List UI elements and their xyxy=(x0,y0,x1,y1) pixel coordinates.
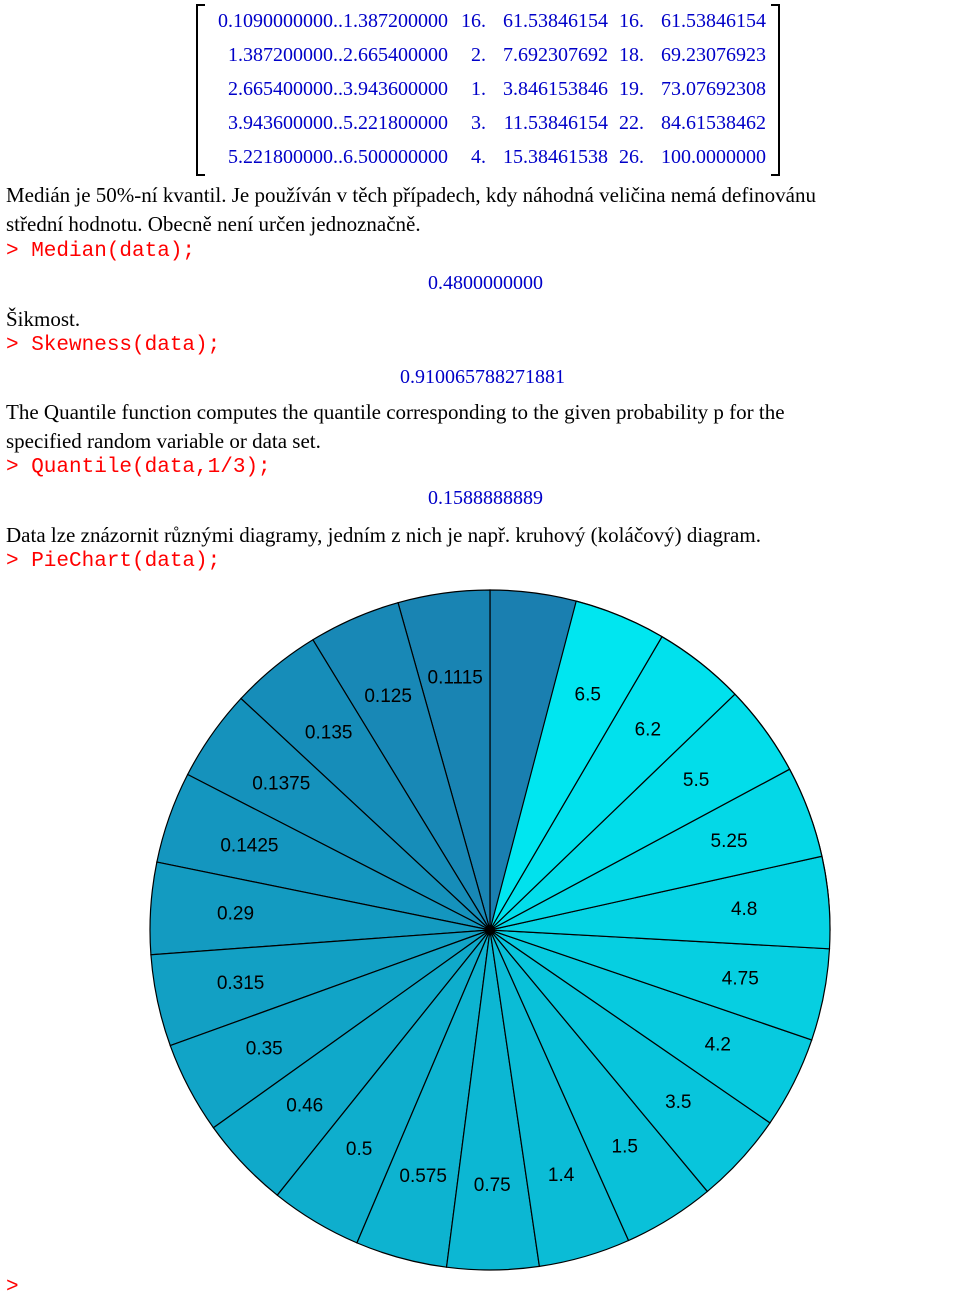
matrix-cell: 84.61538462 xyxy=(661,112,766,134)
pie-slice-label: 4.8 xyxy=(730,899,758,921)
skewness-command[interactable]: > Skewness(data); xyxy=(6,334,221,357)
pie-slice-label: 4.2 xyxy=(704,1034,731,1056)
pie-slice-label: 0.29 xyxy=(217,903,255,925)
piechart-command[interactable]: > PieChart(data); xyxy=(6,550,221,573)
pie-slice-label: 3.5 xyxy=(665,1091,692,1113)
pie-slice-label: 0.125 xyxy=(364,686,412,708)
matrix-cell: 4. xyxy=(471,146,486,168)
matrix-cell: 19. xyxy=(619,78,644,100)
frequency-matrix xyxy=(196,4,780,174)
matrix-cell: 26. xyxy=(619,146,644,168)
skewness-output: 0.910065788271881 xyxy=(400,366,565,388)
median-description: Medián je 50%-ní kvantil. Je používán v těch případech, kdy náhodná veličina nemá definovánu xyxy=(6,183,816,207)
matrix-cell: 73.07692308 xyxy=(661,78,766,100)
matrix-cell: 3.943600000..5.221800000 xyxy=(228,112,448,134)
matrix-cell: 1.387200000..2.665400000 xyxy=(228,44,448,66)
quantile-description-cont: specified random variable or data set. xyxy=(6,429,321,453)
matrix-cell: 61.53846154 xyxy=(661,10,766,32)
pie-slice-label: 5.25 xyxy=(710,831,748,853)
pie-slice-label: 6.5 xyxy=(574,684,601,706)
matrix-cell: 5.221800000..6.500000000 xyxy=(228,146,448,168)
pie-slice-label: 0.135 xyxy=(304,722,353,744)
matrix-cell: 69.23076923 xyxy=(661,44,766,66)
input-prompt[interactable]: > xyxy=(6,1276,19,1299)
matrix-cell: 7.692307692 xyxy=(503,44,608,66)
quantile-command[interactable]: > Quantile(data,1/3); xyxy=(6,456,271,479)
matrix-cell: 61.53846154 xyxy=(503,10,608,32)
pie-slice-label: 0.35 xyxy=(245,1038,283,1060)
pie-slice-label: 0.1375 xyxy=(252,773,311,795)
matrix-cell: 3.846153846 xyxy=(503,78,608,100)
median-command[interactable]: > Median(data); xyxy=(6,240,196,263)
matrix-cell: 11.53846154 xyxy=(503,112,608,134)
pie-slice-label: 0.5 xyxy=(345,1138,373,1160)
matrix-cell: 15.38461538 xyxy=(503,146,608,168)
quantile-output: 0.1588888889 xyxy=(428,487,543,509)
pie-center xyxy=(485,925,495,935)
pie-slice-label: 1.4 xyxy=(547,1164,575,1186)
pie-slice-label: 5.5 xyxy=(682,769,710,791)
median-description-cont: střední hodnotu. Obecně není určen jednoznačně. xyxy=(6,212,421,236)
matrix-cell: 22. xyxy=(619,112,644,134)
median-output: 0.4800000000 xyxy=(428,272,543,294)
pie-slice-label: 1.5 xyxy=(611,1136,638,1158)
pie-chart xyxy=(148,585,838,1275)
matrix-cell: 100.0000000 xyxy=(661,146,766,168)
quantile-description: The Quantile function computes the quantile corresponding to the given probability p for the xyxy=(6,400,785,424)
pie-slice-label: 0.75 xyxy=(473,1174,511,1196)
piechart-description: Data lze znázornit různými diagramy, jedním z nich je např. kruhový (koláčový) diagram. xyxy=(6,523,761,547)
pie-slice-label: 0.1425 xyxy=(220,835,279,857)
matrix-cell: 0.1090000000..1.387200000 xyxy=(218,10,448,32)
matrix-cell: 3. xyxy=(471,112,486,134)
matrix-cell: 1. xyxy=(471,78,486,100)
pie-slice-label: 0.46 xyxy=(286,1095,324,1117)
matrix-cell: 2.665400000..3.943600000 xyxy=(228,78,448,100)
matrix-cell: 16. xyxy=(619,10,644,32)
pie-slice-label: 0.1115 xyxy=(427,667,483,689)
pie-slice-label: 0.575 xyxy=(399,1166,447,1188)
skewness-description: Šikmost. xyxy=(6,307,81,331)
matrix-cell: 18. xyxy=(619,44,644,66)
matrix-cell: 16. xyxy=(461,10,486,32)
matrix-cell: 2. xyxy=(471,44,486,66)
matrix-right-bracket xyxy=(771,4,780,176)
pie-slice-label: 0.315 xyxy=(216,973,265,995)
pie-slice-label: 4.75 xyxy=(721,968,759,990)
pie-slice-label: 6.2 xyxy=(634,719,662,741)
